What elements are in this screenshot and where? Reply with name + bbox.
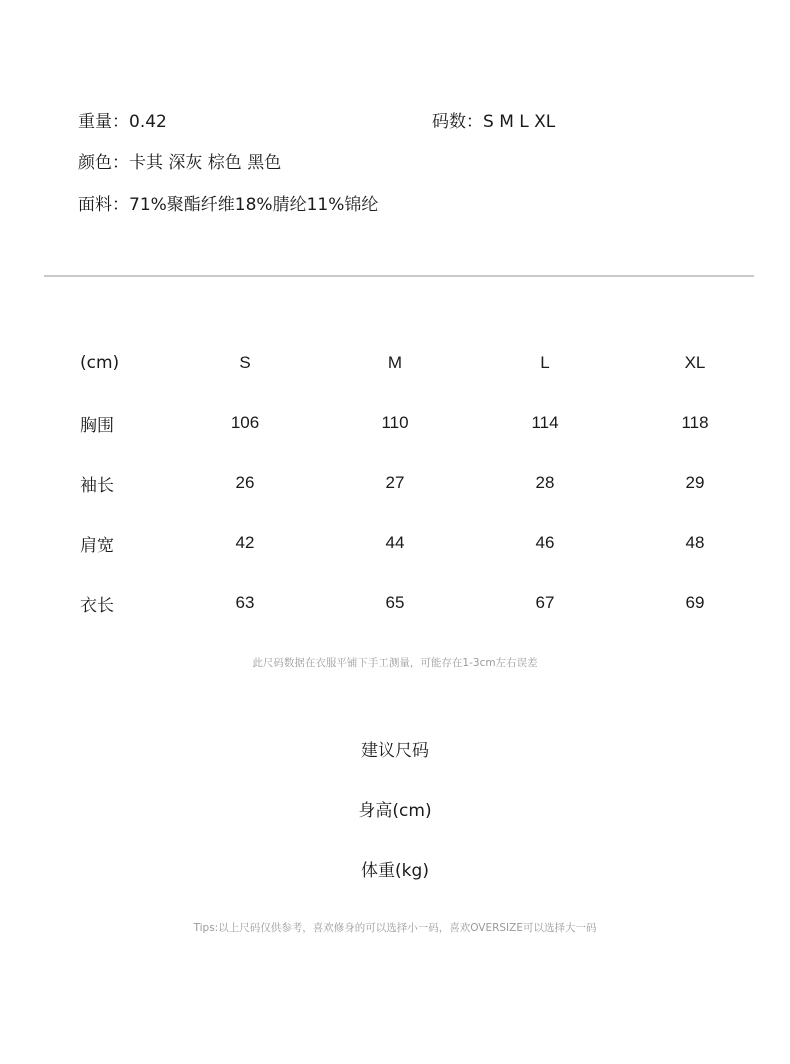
table-cell: 28: [535, 473, 555, 492]
color-spec: 颜色：卡其 深灰 棕色 黑色: [78, 153, 282, 173]
size-header-s: S: [239, 353, 251, 372]
table-cell: 27: [385, 473, 405, 492]
table-cell: 26: [235, 473, 255, 492]
table-cell: 48: [685, 533, 705, 552]
table-row-length: [54, 573, 770, 633]
table-cell: 114: [531, 413, 559, 432]
table-header-row: [54, 333, 770, 393]
unit-header: (cm): [80, 353, 120, 373]
size-header-l: L: [540, 353, 550, 372]
table-cell: 106: [230, 413, 260, 432]
table-cell: 44: [385, 533, 405, 552]
section-divider: [44, 275, 754, 277]
tips-note: Tips:以上尺码仅供参考，喜欢修身的可以选择小一码，喜欢OVERSIZE可以选择大一码: [193, 922, 597, 934]
table-row-sleeve: [54, 453, 770, 513]
size-table: [54, 333, 770, 633]
measurement-note: 此尺码数据在衣服平铺下手工测量，可能存在1-3cm左右误差: [252, 657, 538, 669]
table-row-shoulder: [54, 513, 770, 573]
row-label: 肩宽: [80, 535, 114, 556]
size-options-spec: 码数：S M L XL: [432, 112, 556, 132]
table-cell: 110: [381, 413, 409, 432]
size-header-m: M: [387, 353, 403, 372]
size-header-xl: XL: [684, 353, 706, 372]
table-cell: 46: [535, 533, 555, 552]
row-label: 胸围: [80, 415, 114, 436]
row-label: 衣长: [80, 595, 114, 616]
table-cell: 29: [685, 473, 705, 492]
recommend-weight-label: 体重(kg): [361, 861, 429, 881]
weight-spec: 重量：0.42: [78, 112, 167, 132]
table-cell: 69: [685, 593, 705, 612]
fabric-spec: 面料：71%聚酯纤维18%腈纶11%锦纶: [78, 195, 379, 215]
table-cell: 118: [681, 413, 709, 432]
table-cell: 67: [535, 593, 555, 612]
table-row-chest: [54, 393, 770, 453]
table-cell: 42: [235, 533, 255, 552]
recommend-height-label: 身高(cm): [358, 801, 432, 821]
recommend-title: 建议尺码: [361, 741, 429, 761]
table-cell: 65: [385, 593, 405, 612]
table-cell: 63: [235, 593, 255, 612]
row-label: 袖长: [80, 475, 114, 496]
